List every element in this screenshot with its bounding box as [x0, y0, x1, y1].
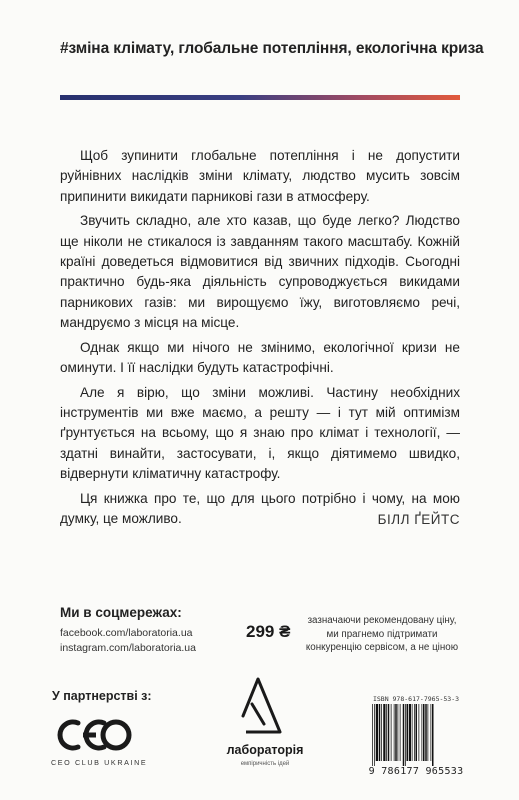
social-title: Ми в соцмережах:: [60, 605, 182, 620]
ceo-club-caption: CEO CLUB UKRAINE: [51, 758, 148, 767]
barcode-icon: [371, 704, 461, 766]
blurb-paragraph-2: Звучить складно, але хто казав, що буде легко? Людство ще ніколи не стикалося із завданням такого масштабу. Кожній країні доведеться відмовитися від звичних підходів. Сьогодні практично будь-яка діяльність супроводжується викидами парникових газів: ми вирощуємо їжу, виготовляємо речі, мандруємо з місця на місце.: [60, 213, 460, 330]
blurb-paragraph-1: Щоб зупинити глобальне потепління і не допустити руйнівних наслідків зміни клімату, людство мусить зовсім припинити викидати парникові гази в атмосферу.: [60, 148, 460, 204]
publisher-tagline: емпіричність ідей: [240, 761, 290, 767]
partner-title: У партнерстві з:: [52, 689, 152, 703]
facebook-link[interactable]: facebook.com/laboratoria.ua: [60, 627, 193, 639]
blurb-paragraph-5: Ця книжка про те, що для цього потрібно і чому, на мою думку, це можливо.: [60, 490, 460, 527]
triangle-logo-icon: [228, 674, 288, 738]
publisher-name: лабораторія: [226, 743, 304, 757]
isbn-label: ISBN 978-617-7965-53-3: [372, 695, 460, 703]
hashtags-line: #зміна клімату, глобальне потепління, екологічна криза: [60, 40, 484, 57]
barcode-digits: 9 786177 965533: [368, 766, 464, 777]
author-name: БІЛЛ ҐЕЙТС: [377, 512, 460, 527]
instagram-link[interactable]: instagram.com/laboratoria.ua: [60, 642, 196, 654]
price-value: 299 ₴: [246, 622, 291, 641]
blurb-paragraph-4: Але я вірю, що зміни можливі. Частину необхідних інструментів ми вже маємо, а решту — і тут мій оптимізм ґрунтується на всьому, що я знаю про клімат і технології, — здатні винайти, застосувати, і, якщо діятимемо швидко, відвернути кліматичну катастрофу.: [60, 384, 460, 481]
ceo-club-logo-icon: [48, 715, 134, 755]
gradient-divider: [60, 95, 460, 100]
blurb-text: [60, 146, 460, 534]
blurb-paragraph-3: Однак якщо ми нічого не змінимо, екологічної кризи не оминути. І її наслідки будуть катастрофічні.: [60, 339, 460, 375]
price-note: зазначаючи рекомендовану ціну, ми прагнемо підтримати конкуренцію сервісом, а не ціною: [305, 615, 459, 653]
